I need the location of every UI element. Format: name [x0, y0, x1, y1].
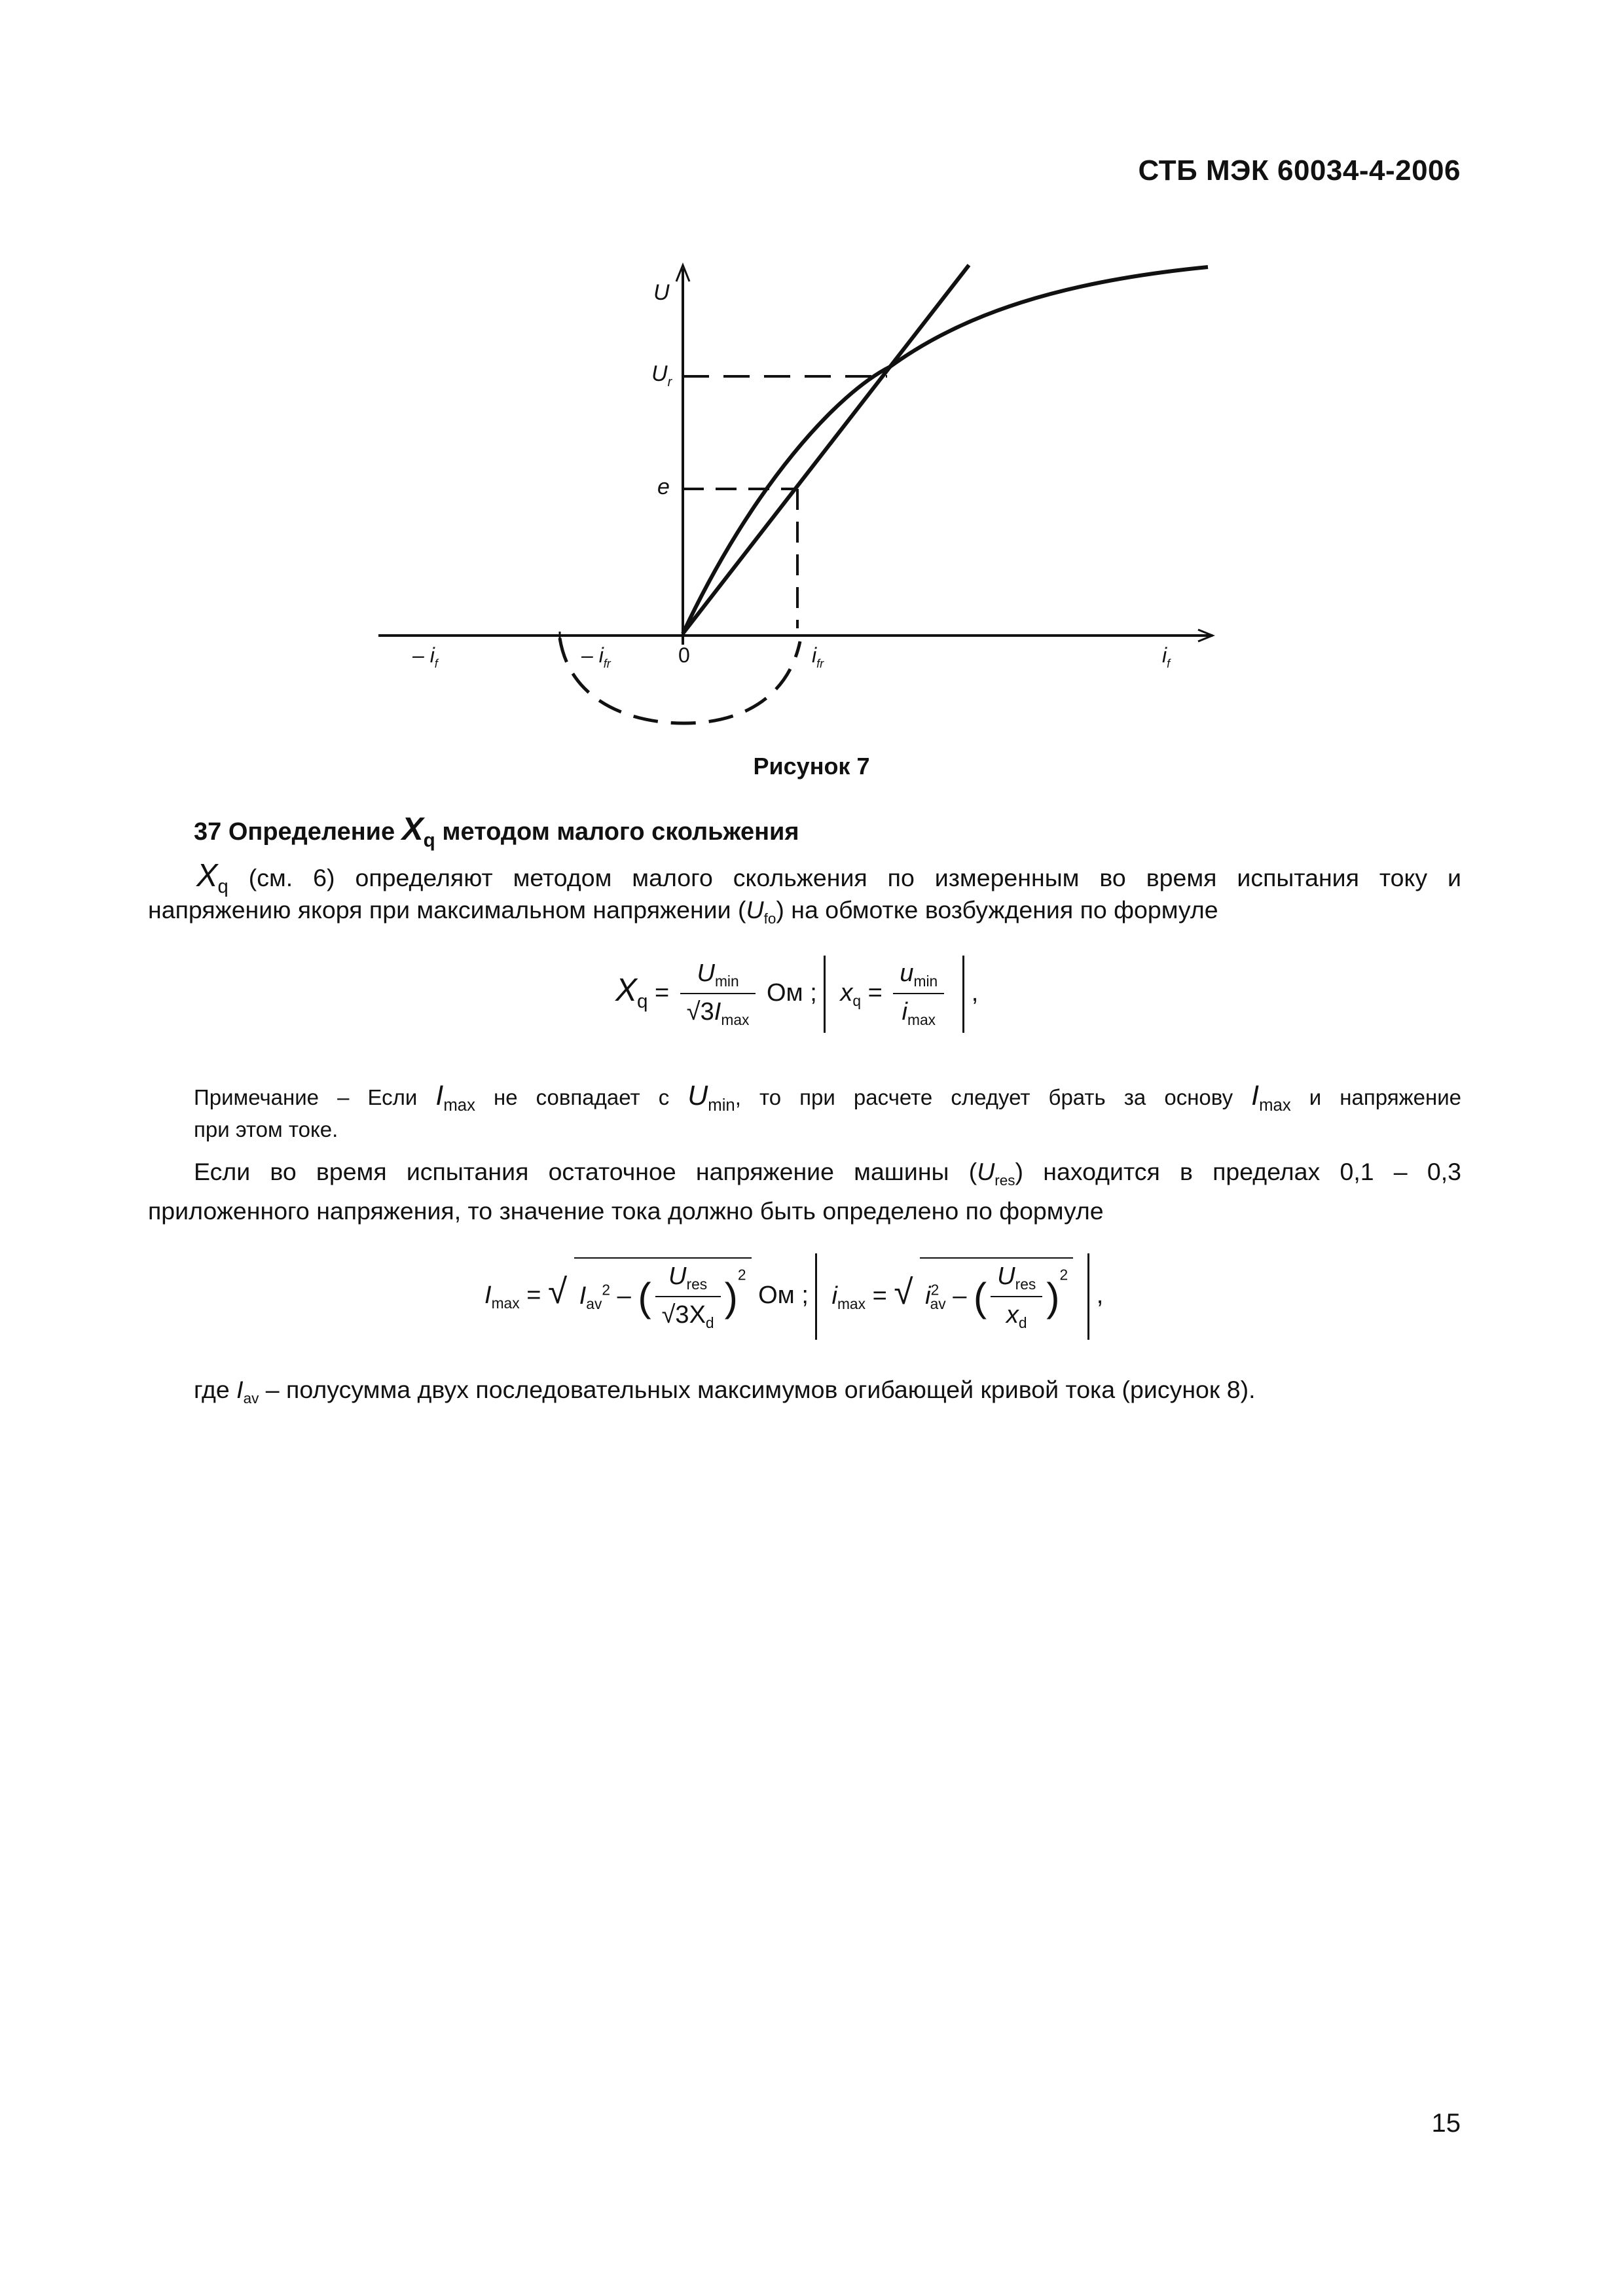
p1-symbol: $X_q$ — [196, 858, 228, 898]
label-neg-ifr: – $i_{fr}$ — [581, 643, 611, 670]
label-ur: $U_r$ — [651, 361, 672, 389]
section-symbol: $X_q$ — [401, 811, 435, 852]
air-gap-line — [683, 265, 969, 634]
note-line-1: Примечание – Если $I_{max}$ не совпадает с $U_{min}$, то при расчете следует брать за основу $I_{max}$ и напряжение — [194, 1080, 1462, 1115]
label-neg-if: – $i_f$ — [412, 643, 438, 670]
f2-sqrt-body: $I_{av}^2$ – ( $\frac{U_{res}}{√3X_d}$ )$^2$ — [574, 1257, 752, 1336]
f2-bracket: $i_{max}$ = √ $i^2_{av}$ – ( $\frac{U_{res}}{x_d}$ )$^2$ — [815, 1253, 1089, 1340]
figure-caption: Рисунок 7 — [753, 753, 870, 780]
section-title-rest: методом малого скольжения — [442, 818, 799, 846]
formula-1 — [615, 956, 978, 1033]
p1-line2-after: ) на обмотке возбуждения по формуле — [776, 896, 1218, 924]
f1-trailing: , — [971, 979, 979, 1007]
formula-2: $I_{max}$ = √ $I_{av}^2$ – ( $\frac{U_{res}}{√3X_d}$ )$^2$ Ом ; $i_{max}$ = √ $i^2_{av}$ – ( $\frac{U_{res}}{x_d}$ )$^2$ , — [484, 1253, 1103, 1340]
label-origin: 0 — [678, 643, 690, 667]
paragraph-2-line-2: приложенного напряжения, то значение тока должно быть определено по формуле — [148, 1197, 1104, 1225]
saturation-curve — [683, 267, 1208, 634]
f1-bracket: $x_q$ = $\frac{u_{min}}{i_{max}}$ — [824, 956, 964, 1033]
paragraph-3: где $I_{av}$ – полусумма двух последовательных максимумов огибающей кривой тока (рисунок 8). — [194, 1376, 1256, 1407]
p1-line1-text: (см. 6) определяют методом малого скольжения по измеренным во время испытания току и — [248, 864, 1461, 891]
f1-eq: = — [655, 979, 670, 1007]
page-number: 15 — [1431, 2109, 1461, 2138]
label-e: e — [657, 475, 670, 499]
f1-fraction: $\frac{U_{min}}{√3I_{max}}$ — [680, 960, 756, 1029]
figure-7-diagram — [0, 0, 1623, 746]
note-line-2: при этом токе. — [194, 1117, 338, 1141]
document-header-standard-id: СТБ МЭК 60034-4-2006 — [1138, 154, 1461, 187]
f1-unit: Ом ; — [766, 979, 817, 1007]
label-ifr: $i_{fr}$ — [812, 643, 824, 670]
label-if: $i_f$ — [1162, 643, 1171, 670]
p1-line2-before: напряжению якоря при максимальном напряжении ( — [148, 896, 746, 924]
paragraph-2-line-1: Если во время испытания остаточное напряжение машины $(U_{res})$ находится в пределах 0,1 – 0,3 — [194, 1158, 1461, 1189]
label-u: U — [653, 280, 670, 305]
paragraph-1-line-2 — [148, 891, 1218, 930]
p1-u-fo: $U_{fo}$ — [746, 896, 776, 927]
section-number-title: 37 Определение — [194, 818, 395, 846]
f2-sqrt: √ — [547, 1272, 568, 1311]
section-heading — [194, 810, 799, 852]
f1-lhs: $X_q$ — [615, 972, 648, 1013]
